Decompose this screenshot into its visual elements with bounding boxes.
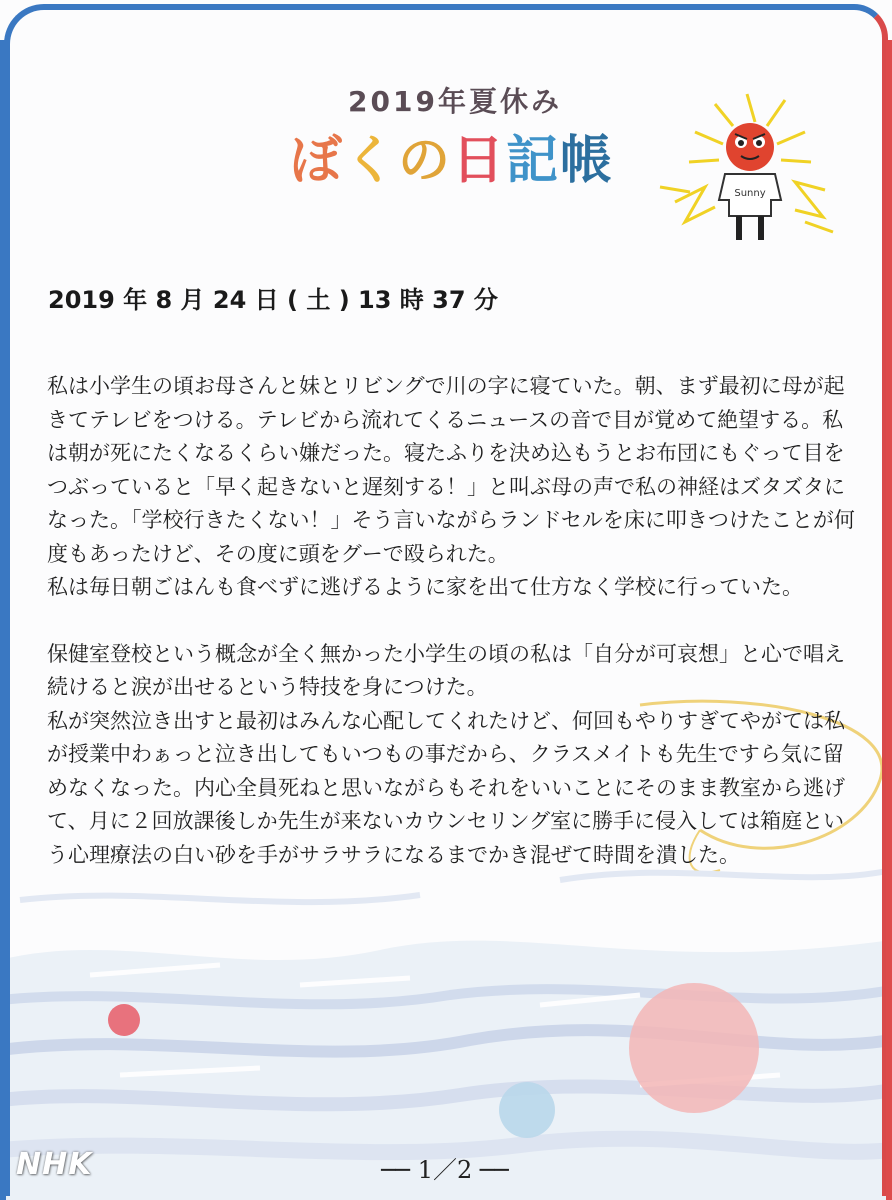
title-year: 2019年夏休み xyxy=(348,85,562,118)
paragraph: 私が突然泣き出すと最初はみんな心配してくれたけど、何回もやりすぎてやがては私が授業中わぁっと泣き出してもいつもの事だから、クラスメイトも先生ですら気に留めなくなった。内心全員死ねと思いながらもそれをいいことにそのまま教室から逃げて、月に２回放課後しか先生が来ないカウンセリング室に勝手に侵入しては箱庭という心理療法の白い砂を手がサラサラになるまでかき混ぜて時間を潰した。 xyxy=(47,708,845,867)
paragraph: 私は小学生の頃お母さんと妹とリビングで川の字に寝ていた。朝、まず最初に母が起きてテレビをつける。テレビから流れてくるニュースの音で目が覚めて絶望する。私は朝が死にたくなるくらい嫌だった。寝たふりを決め込もうとお布団にもぐって目をつぶっていると「早く起きないと遅刻する！」と叫ぶ母の声で私の神経はズタズタになった。「学校行きたくない！」そう言いながらランドセルを床に叩きつけたことが何度もあったけど、その度に頭をグーで殴られた。 xyxy=(47,374,855,566)
title-char: く xyxy=(343,131,398,191)
paragraph: 保健室登校という概念が全く無かった小学生の頃の私は「自分が可哀想」と心で唱え続けると涙が出せるという特技を身につけた。 xyxy=(47,641,845,699)
nhk-logo: NHK xyxy=(16,1147,93,1182)
title-char: ぼ xyxy=(289,131,344,191)
sunny-mascot-illustration xyxy=(655,92,835,252)
diary-body xyxy=(47,370,857,872)
title-char: 帳 xyxy=(560,131,615,191)
page-indicator: ── 1／2 ── xyxy=(381,1156,509,1184)
title-main xyxy=(262,118,642,193)
paragraph-gap xyxy=(47,605,857,638)
title-char: 記 xyxy=(506,131,561,191)
frame-left-edge xyxy=(0,40,6,1200)
title-char: の xyxy=(397,131,452,191)
frame-right-edge xyxy=(886,40,892,1200)
mascot-shirt-text: Sunny xyxy=(734,188,766,199)
title-char: 日 xyxy=(452,131,507,191)
paragraph: 私は毎日朝ごはんも食べずに逃げるように家を出て仕方なく学校に行っていた。 xyxy=(47,575,803,599)
entry-date: 2019 年 8 月 24 日 ( 土 ) 13 時 37 分 xyxy=(48,286,498,314)
